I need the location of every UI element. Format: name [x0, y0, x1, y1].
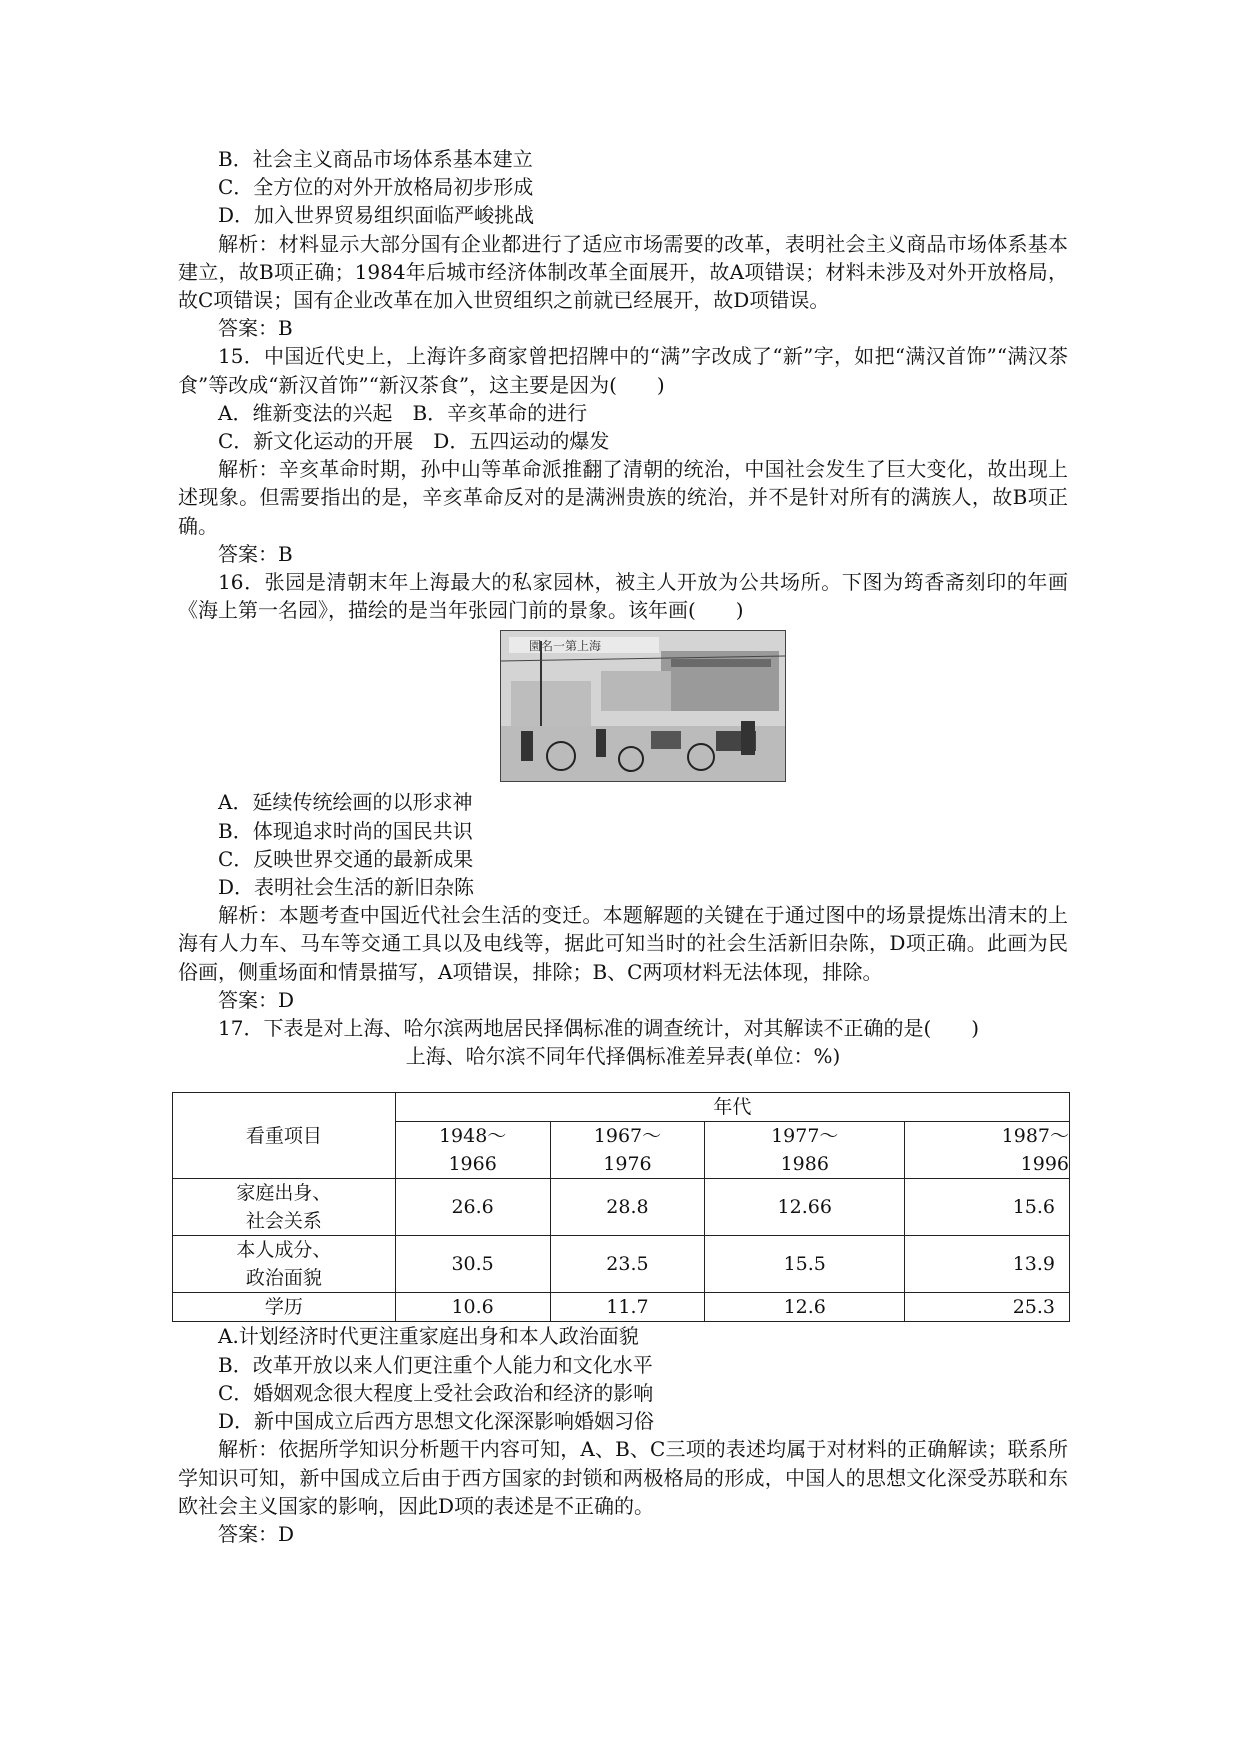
q14-answer: 答案：B: [218, 316, 293, 341]
corner-header: 看重项目: [173, 1093, 396, 1179]
q16-option-a: A．延续传统绘画的以形求神: [218, 790, 473, 815]
table-cell: 23.5: [550, 1236, 705, 1293]
q17-option-c: C．婚姻观念很大程度上受社会政治和经济的影响: [218, 1380, 654, 1405]
table-row: [173, 1236, 1070, 1293]
table-cell: 13.9: [905, 1236, 1070, 1293]
painting-illustration: [501, 631, 785, 781]
table-row: [173, 1179, 1070, 1236]
period-header: 1967～ 1976: [550, 1122, 705, 1179]
new-year-painting-image: [500, 630, 786, 782]
option-b-q14: B．社会主义商品市场体系基本建立: [218, 147, 533, 171]
q16-answer: 答案：D: [218, 987, 295, 1012]
document-page: [178, 145, 1068, 1548]
q15-analysis: 解析：辛亥革命时期，孙中山等革命派推翻了清朝的统治，中国社会发生了巨大变化，故出现上述现象。但需要指出的是，辛亥革命反对的是满洲贵族的统治，并不是针对所有的满族人，故B项正确。: [178, 457, 1068, 538]
period-header: 1948～ 1966: [395, 1122, 550, 1179]
q16-stem: 16．张园是清朝末年上海最大的私家园林，被主人开放为公共场所。下图为筠香斋刻印的年画《海上第一名园》，描绘的是当年张园门前的景象。该年画( ): [178, 570, 1068, 623]
table-cell: 30.5: [395, 1236, 550, 1293]
table-cell: 12.6: [705, 1293, 905, 1322]
period-header: 1977～ 1986: [705, 1122, 905, 1179]
q16-option-d: D．表明社会生活的新旧杂陈: [218, 875, 475, 900]
table-header-row: [173, 1093, 1070, 1122]
group-header: 年代: [395, 1093, 1069, 1122]
table-cell: 11.7: [550, 1293, 705, 1322]
q15-answer: 答案：B: [218, 541, 293, 566]
table-caption: 上海、哈尔滨不同年代择偶标准差异表(单位：%): [405, 1044, 841, 1069]
table-cell: 25.3: [905, 1293, 1070, 1322]
q17-answer: 答案：D: [218, 1521, 295, 1546]
row-label: 学历: [173, 1293, 396, 1322]
table-cell: 15.6: [905, 1179, 1070, 1236]
q15-stem: 15．中国近代史上，上海许多商家曾把招牌中的“满”字改成了“新”字，如把“满汉首饰”“满汉茶食”等改成“新汉首饰”“新汉茶食”，这主要是因为( ): [178, 344, 1068, 397]
q16-option-c: C．反映世界交通的最新成果: [218, 846, 474, 871]
table-cell: 15.5: [705, 1236, 905, 1293]
row-label: 本人成分、 政治面貌: [173, 1236, 396, 1293]
table-cell: 28.8: [550, 1179, 705, 1236]
q15-options-cd: C．新文化运动的开展 D．五四运动的爆发: [218, 429, 610, 454]
table-row: [173, 1293, 1070, 1322]
q17-stem: 17．下表是对上海、哈尔滨两地居民择偶标准的调查统计，对其解读不正确的是( ): [218, 1016, 980, 1041]
option-d-q14: D．加入世界贸易组织面临严峻挑战: [218, 203, 535, 228]
painting-title-text: 園名一第上海: [529, 639, 602, 654]
q17-option-d: D．新中国成立后西方思想文化深深影响婚姻习俗: [218, 1409, 655, 1434]
table-cell: 12.66: [705, 1179, 905, 1236]
period-header: 1987～ 1996: [905, 1122, 1070, 1179]
q16-analysis: 解析：本题考查中国近代社会生活的变迁。本题解题的关键在于通过图中的场景提炼出清末的上海有人力车、马车等交通工具以及电线等，据此可知当时的社会生活新旧杂陈，D项正确。此画为民俗画，侧重场面和情景描写，A项错误，排除；B、C两项材料无法体现，排除。: [178, 903, 1068, 984]
table-cell: 26.6: [395, 1179, 550, 1236]
table-cell: 10.6: [395, 1293, 550, 1322]
q17-analysis: 解析：依据所学知识分析题干内容可知，A、B、C三项的表述均属于对材料的正确解读；联系所学知识可知，新中国成立后由于西方国家的封锁和两极格局的形成，中国人的思想文化深受苏联和东欧社会主义国家的影响，因此D项的表述是不正确的。: [178, 1437, 1068, 1518]
row-label: 家庭出身、 社会关系: [173, 1179, 396, 1236]
mate-criteria-table: [172, 1092, 1070, 1322]
option-c-q14: C．全方位的对外开放格局初步形成: [218, 175, 534, 200]
q17-option-a: A.计划经济时代更注重家庭出身和本人政治面貌: [218, 1324, 639, 1349]
q15-options-ab: A．维新变法的兴起 B．辛亥革命的进行: [218, 400, 588, 425]
q16-option-b: B．体现追求时尚的国民共识: [218, 818, 473, 843]
q17-option-b: B．改革开放以来人们更注重个人能力和文化水平: [218, 1352, 653, 1377]
q14-analysis: 解析：材料显示大部分国有企业都进行了适应市场需要的改革，表明社会主义商品市场体系基本建立，故B项正确；1984年后城市经济体制改革全面展开，故A项错误；材料未涉及对外开放格局，故C项错误；国有企业改革在加入世贸组织之前就已经展开，故D项错误。: [178, 231, 1068, 313]
